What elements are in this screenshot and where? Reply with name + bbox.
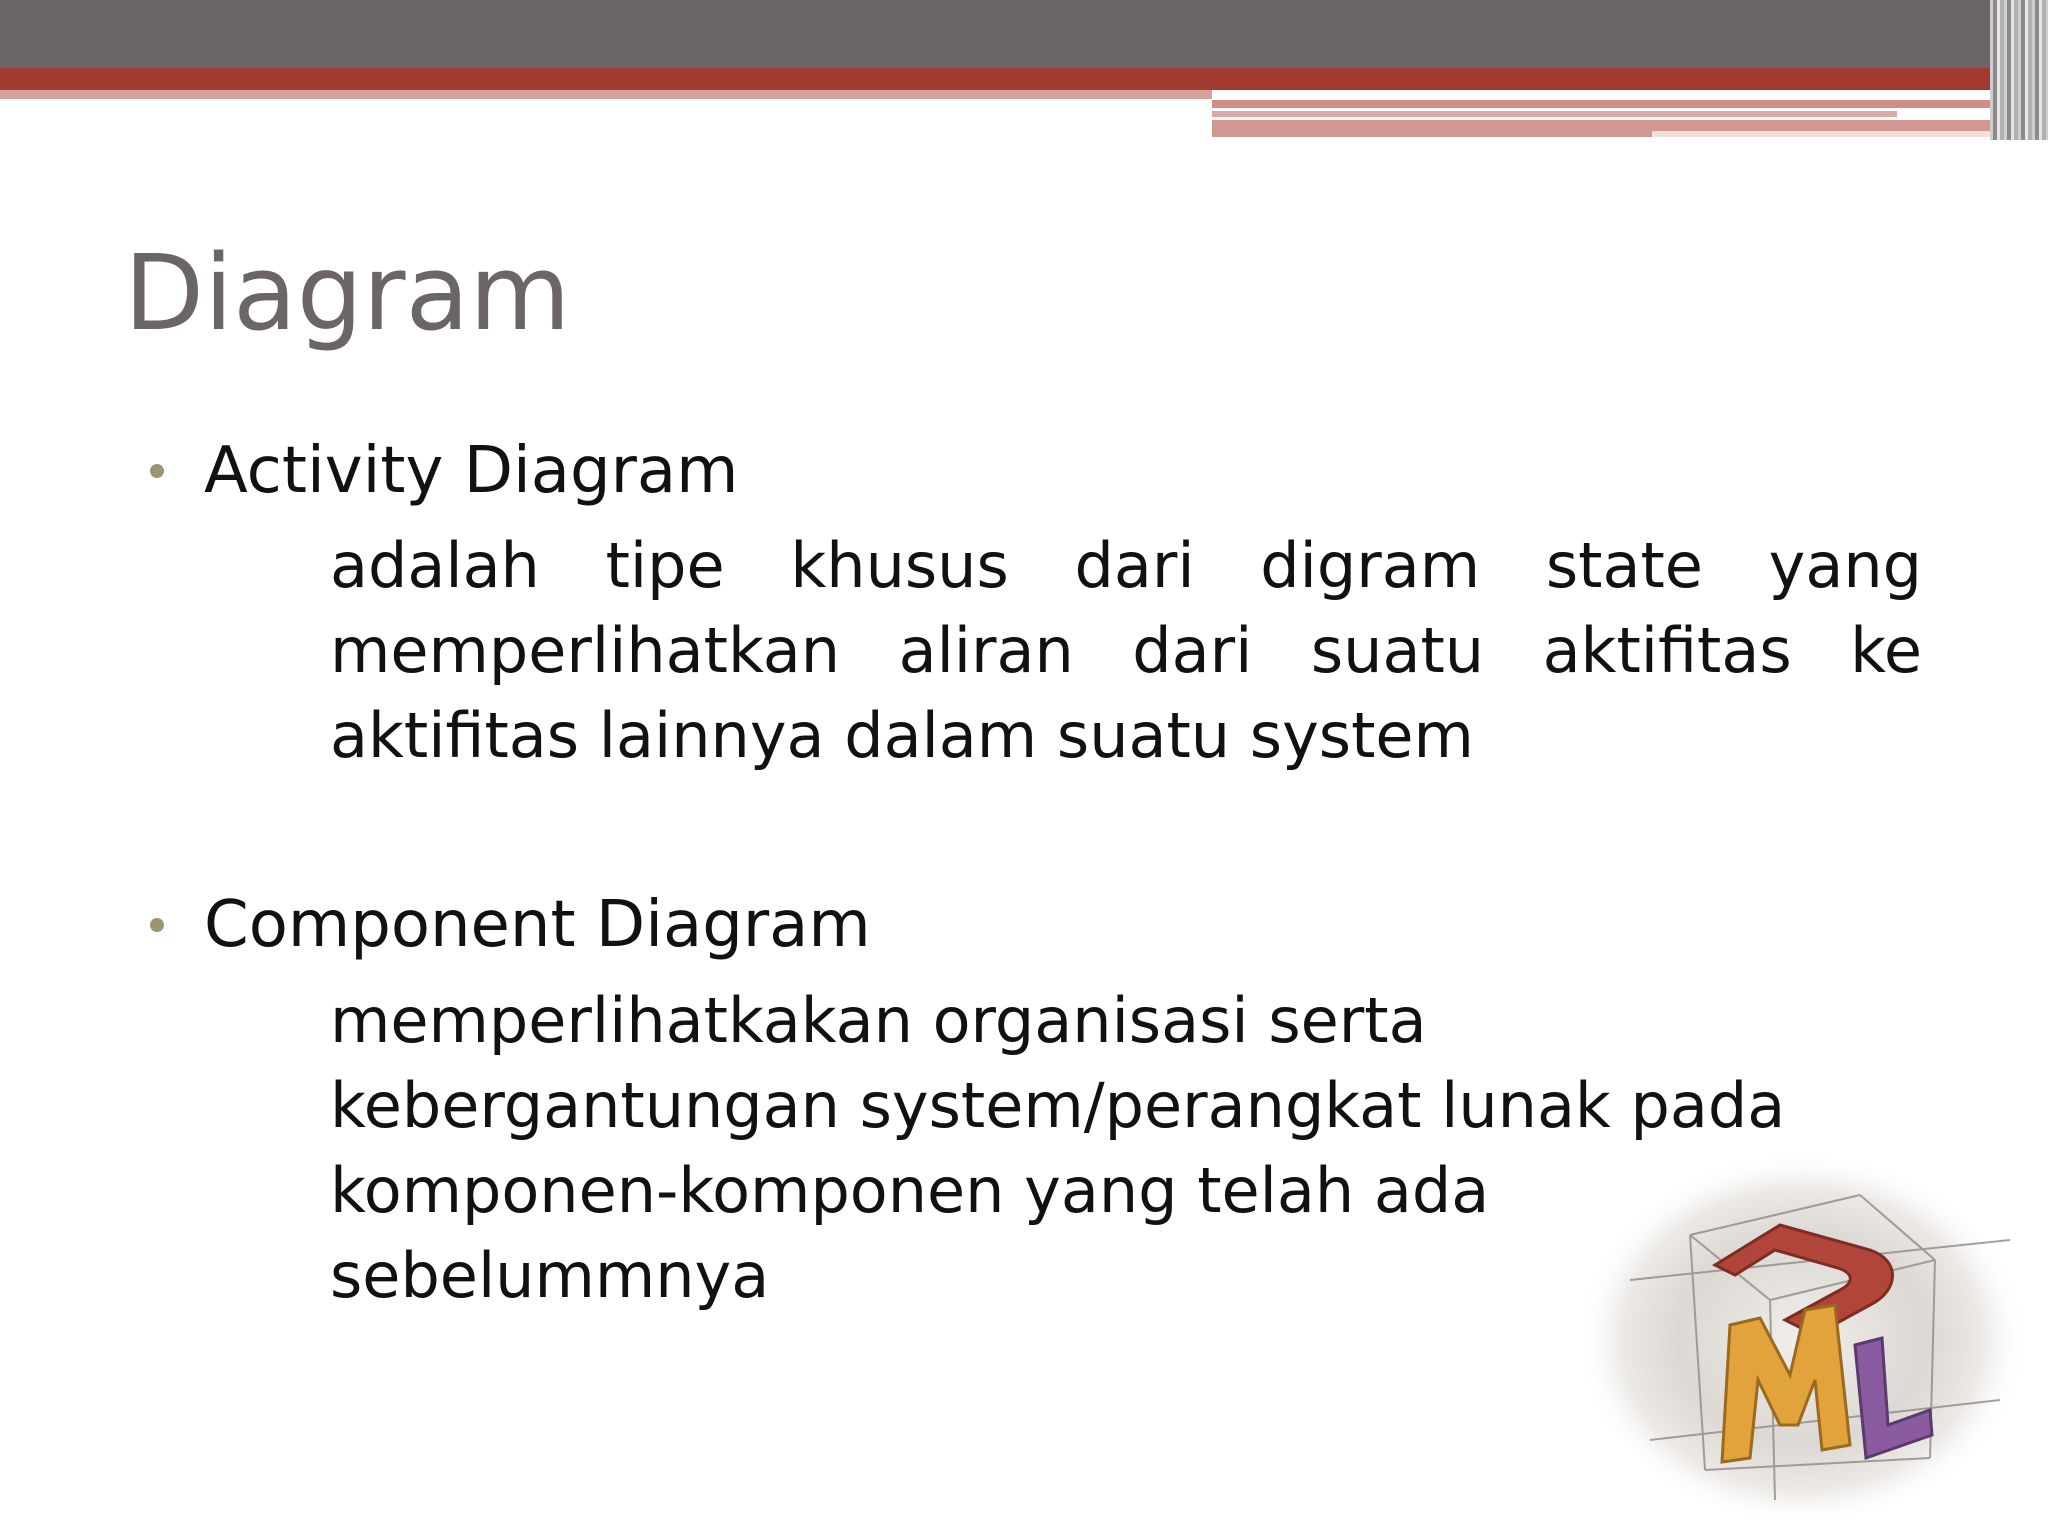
- header-stripe-right-1: [1212, 100, 2048, 108]
- description-line: memperlihatkakan organisasi serta: [330, 984, 1427, 1057]
- bullet-component-diagram: [150, 882, 871, 968]
- header-band-red: [0, 68, 2048, 90]
- header-stripe-left: [0, 90, 1212, 99]
- description-line: sebelummnya: [330, 1239, 770, 1312]
- bullet-heading: Component Diagram: [204, 888, 871, 962]
- description-line: komponen-komponen yang telah ada: [330, 1154, 1490, 1227]
- uml-logo-icon: [1570, 1140, 2030, 1520]
- activity-diagram-description: [330, 523, 1922, 778]
- slide-title: Diagram: [124, 232, 571, 354]
- description-line: memperlihatkan aliran dari suatu aktifitas ke: [330, 614, 1922, 687]
- header-band-gray: [0, 0, 2048, 68]
- description-line: adalah tipe khusus dari digram state yang: [330, 529, 1922, 602]
- header-stripe-right-2-gap: [1652, 131, 2048, 137]
- description-line: aktifitas lainnya dalam suatu system: [330, 699, 1474, 772]
- header-stripe-right-1b: [1212, 111, 1897, 117]
- description-line: kebergantungan system/perangkat lunak pada: [330, 1069, 1786, 1142]
- header-edge-lines: [1990, 0, 2048, 140]
- bullet-dot-icon: [150, 464, 164, 478]
- bullet-heading: Activity Diagram: [204, 434, 739, 508]
- bullet-dot-icon: [150, 918, 164, 932]
- bullet-activity-diagram: [150, 428, 738, 514]
